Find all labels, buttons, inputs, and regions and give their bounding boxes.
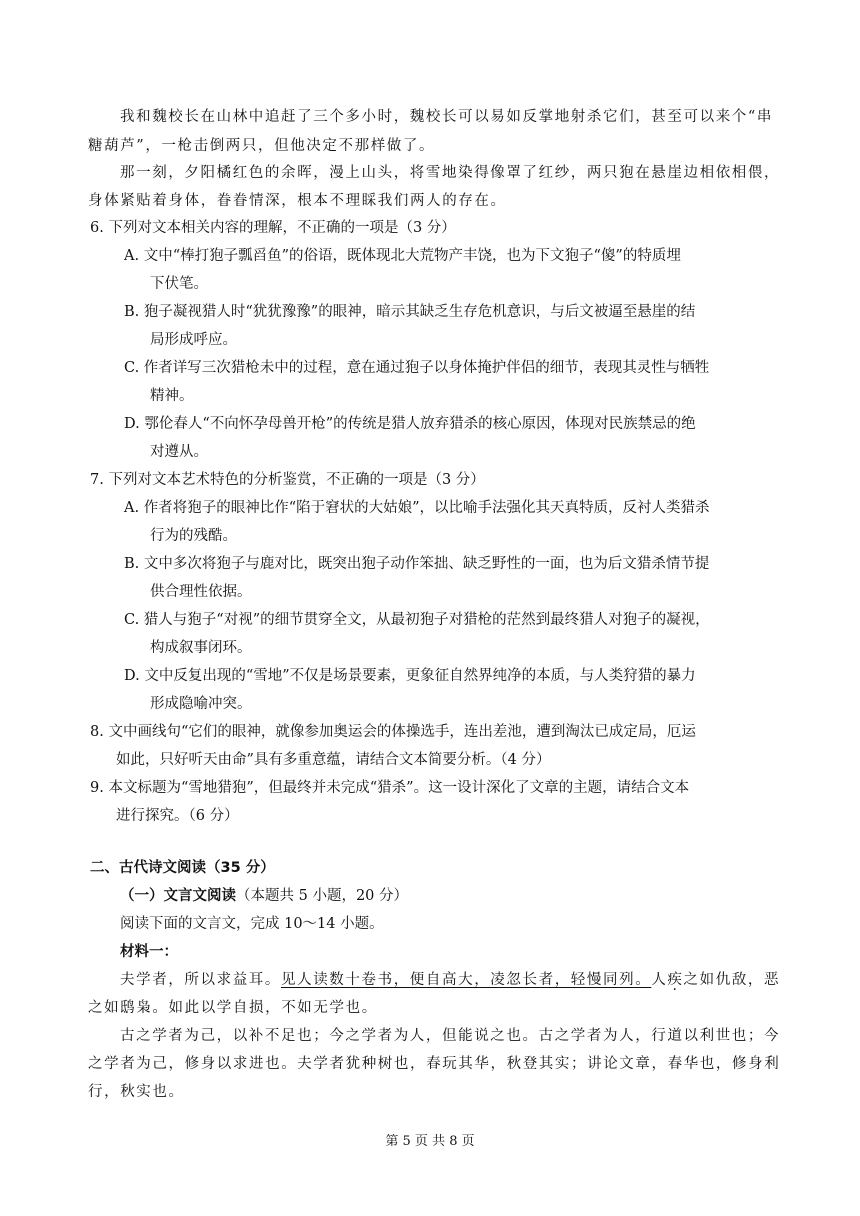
classical-p1-line2: 之如鸱枭。如此以学自损，不如无学也。 <box>88 1000 378 1016</box>
question-9-line1: 9. 本文标题为“雪地猎狍”，但最终并未完成“猎杀”。这一设计深化了文章的主题，请结合文本 <box>90 780 690 796</box>
story-p1-line1: 我和魏校长在山林中追赶了三个多小时，魏校长可以易如反掌地射杀它们，甚至可以来个“串 <box>120 109 774 125</box>
classical-p2-line2: 之学者为己，修身以求进也。夫学者犹种树也，春玩其华，秋登其实；讲论文章，春华也，修身利 <box>88 1056 781 1072</box>
q7-option-d-line2: 形成隐喻冲突。 <box>150 696 252 712</box>
q7-option-d-line1: D. 文中反复出现的“雪地”不仅是场景要素，更象征自然界纯净的本质，与人类狩猎的暴力 <box>124 668 696 684</box>
underlined-sentence: 见人读数十卷书，便自高大，凌忽长者，轻慢同列。 <box>281 972 652 988</box>
q6-option-b-line2: 局形成呼应。 <box>150 332 237 348</box>
classical-p2-line3: 行，秋实也。 <box>88 1084 185 1100</box>
q7-option-c-line2: 构成叙事闭环。 <box>150 640 252 656</box>
page-footer: 第 5 页 共 8 页 <box>385 1134 475 1149</box>
sub-heading-note: （本题共 5 小题，20 分） <box>236 888 409 904</box>
story-p2-line1: 那一刻，夕阳橘红色的余晖，漫上山头，将雪地染得像罩了红纱，两只狍在悬崖边相依相偎， <box>120 165 781 181</box>
story-p1-line2: 糖葫芦”，一枪击倒两只，但他决定不那样做了。 <box>88 138 436 154</box>
classical-p1-part-b-post: 之如仇敌，恶 <box>683 972 781 988</box>
section-heading: 二、古代诗文阅读（35 分） <box>90 860 275 876</box>
q6-option-d-line1: D. 鄂伦春人“不向怀孕母兽开枪”的传统是猎人放弃猎杀的核心原因，体现对民族禁忌的绝 <box>124 416 696 432</box>
emphasis-dot-char: 疾 <box>667 972 684 988</box>
classical-p1-part-a: 夫学者，所以求益耳。 <box>120 972 281 988</box>
question-8-line1: 8. 文中画线句“它们的眼神，就像参加奥运会的体操选手，连出差池，遭到淘汰已成定局，厄运 <box>90 724 696 740</box>
question-9-line2: 进行探究。（6 分） <box>116 808 239 824</box>
q6-option-d-line2: 对遵从。 <box>150 444 208 460</box>
instruction: 阅读下面的文言文，完成 10～14 小题。 <box>120 916 384 932</box>
q6-option-b-line1: B. 狍子凝视猎人时“犹犹豫豫”的眼神，暗示其缺乏生存危机意识，与后文被逼至悬崖的结 <box>124 304 696 320</box>
classical-p1-line1 <box>120 970 780 990</box>
q6-option-a-line2: 下伏笔。 <box>150 276 208 292</box>
question-7-stem: 7. 下列对文本艺术特色的分析鉴赏，不正确的一项是（3 分） <box>90 472 485 488</box>
q7-option-b-line1: B. 文中多次将狍子与鹿对比，既突出狍子动作笨拙、缺乏野性的一面，也为后文猎杀情节提 <box>124 556 710 572</box>
classical-p1-part-b-pre: 人 <box>651 972 668 988</box>
classical-p2-line1: 古之学者为己，以补不足也；今之学者为人，但能说之也。古之学者为人，行道以利世也；今 <box>120 1028 781 1044</box>
sub-heading-title: （一）文言文阅读 <box>120 888 236 904</box>
question-6-stem: 6. 下列对文本相关内容的理解，不正确的一项是（3 分） <box>90 220 456 236</box>
q6-option-a-line1: A. 文中“棒打狍子瓢舀鱼”的俗语，既体现北大荒物产丰饶，也为下文狍子“傻”的特质埋 <box>124 248 681 264</box>
q6-option-c-line1: C. 作者详写三次猎枪未中的过程，意在通过狍子以身体掩护伴侣的细节，表现其灵性与牺牲 <box>124 360 710 376</box>
q7-option-c-line1: C. 猎人与狍子“对视”的细节贯穿全文，从最初狍子对猎枪的茫然到最终猎人对狍子的凝视， <box>124 612 710 628</box>
question-8-line2: 如此，只好听天由命”具有多重意蕴，请结合文本简要分析。（4 分） <box>116 752 551 768</box>
q7-option-b-line2: 供合理性依据。 <box>150 584 252 600</box>
material-label: 材料一： <box>120 944 178 960</box>
q7-option-a-line1: A. 作者将狍子的眼神比作“陷于窘状的大姑娘”，以比喻手法强化其天真特质，反衬人类猎杀 <box>124 500 710 516</box>
q6-option-c-line2: 精神。 <box>150 388 194 404</box>
sub-heading <box>120 886 408 906</box>
q7-option-a-line2: 行为的残酷。 <box>150 528 237 544</box>
story-p2-line2: 身体紧贴着身体，眷眷情深，根本不理睬我们两人的存在。 <box>88 193 507 209</box>
